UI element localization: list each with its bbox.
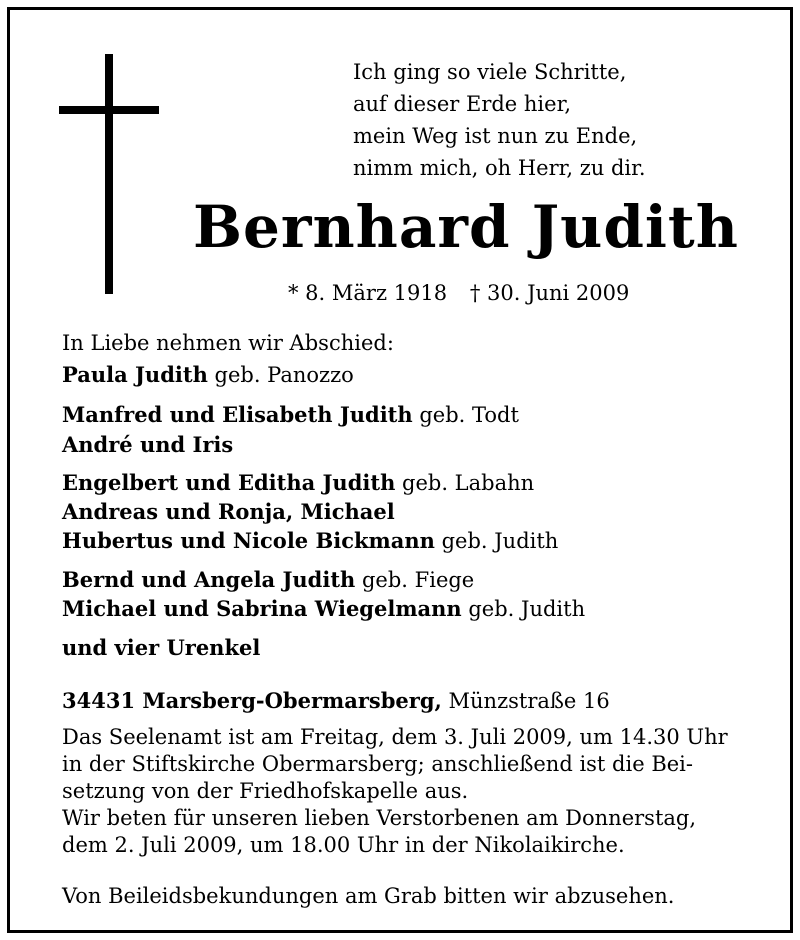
family-names: Michael und Sabrina Wiegelmann [62, 596, 462, 621]
birth-date: * 8. März 1918 [288, 281, 448, 305]
life-dates [288, 281, 645, 305]
family-line [62, 635, 260, 660]
family-names: André und Iris [62, 432, 234, 457]
service-line: setzung von der Friedhofskapelle aus. [62, 779, 469, 803]
address [62, 688, 610, 713]
deceased-name: Bernhard Judith [193, 193, 739, 261]
family-line [62, 402, 519, 427]
family-names: Bernd und Angela Judith [62, 567, 356, 592]
family-names: Engelbert und Editha Judith [62, 470, 396, 495]
family-line [62, 528, 558, 553]
poem-line: Ich ging so viele Schritte, [353, 60, 627, 84]
family-note: geb. Todt [412, 403, 519, 427]
family-names: und vier Urenkel [62, 635, 261, 660]
closing-note: Von Beileidsbekundungen am Grab bitten wir abzusehen. [62, 884, 675, 908]
address-place: 34431 Marsberg-Obermarsberg, [62, 688, 442, 713]
family-note: geb. Labahn [395, 471, 535, 495]
cross-icon-bar [59, 106, 159, 114]
death-date: † 30. Juni 2009 [469, 281, 630, 305]
family-names: Andreas und Ronja, Michael [62, 499, 395, 524]
service-line: Wir beten für unseren lieben Verstorbenen am Donnerstag, [62, 806, 697, 830]
service-line: Das Seelenamt ist am Freitag, dem 3. Juli 2009, um 14.30 Uhr [62, 725, 728, 749]
service-info [62, 724, 762, 859]
poem-line: auf dieser Erde hier, [353, 92, 571, 116]
obituary-frame [7, 7, 793, 933]
family-names: Hubertus und Nicole Bickmann [62, 528, 435, 553]
family-names: Manfred und Elisabeth Judith [62, 402, 413, 427]
family-line [62, 432, 233, 457]
family-line [62, 499, 395, 524]
cross-icon [105, 54, 113, 294]
family-note: geb. Fiege [355, 568, 475, 592]
family-note: geb. Judith [461, 597, 586, 621]
poem [353, 56, 646, 184]
service-line: dem 2. Juli 2009, um 18.00 Uhr in der Nikolaikirche. [62, 833, 625, 857]
poem-line: mein Weg ist nun zu Ende, [353, 124, 638, 148]
service-line: in der Stiftskirche Obermarsberg; anschließend ist die Bei- [62, 752, 693, 776]
family-line [62, 470, 534, 495]
family-note: geb. Panozzo [207, 363, 354, 387]
address-street: Münzstraße 16 [441, 689, 610, 713]
farewell-intro: In Liebe nehmen wir Abschied: [62, 331, 394, 355]
family-names: Paula Judith [62, 362, 208, 387]
family-line [62, 567, 474, 592]
family-line [62, 362, 354, 387]
family-note: geb. Judith [434, 529, 559, 553]
family-line [62, 596, 585, 621]
poem-line: nimm mich, oh Herr, zu dir. [353, 156, 646, 180]
